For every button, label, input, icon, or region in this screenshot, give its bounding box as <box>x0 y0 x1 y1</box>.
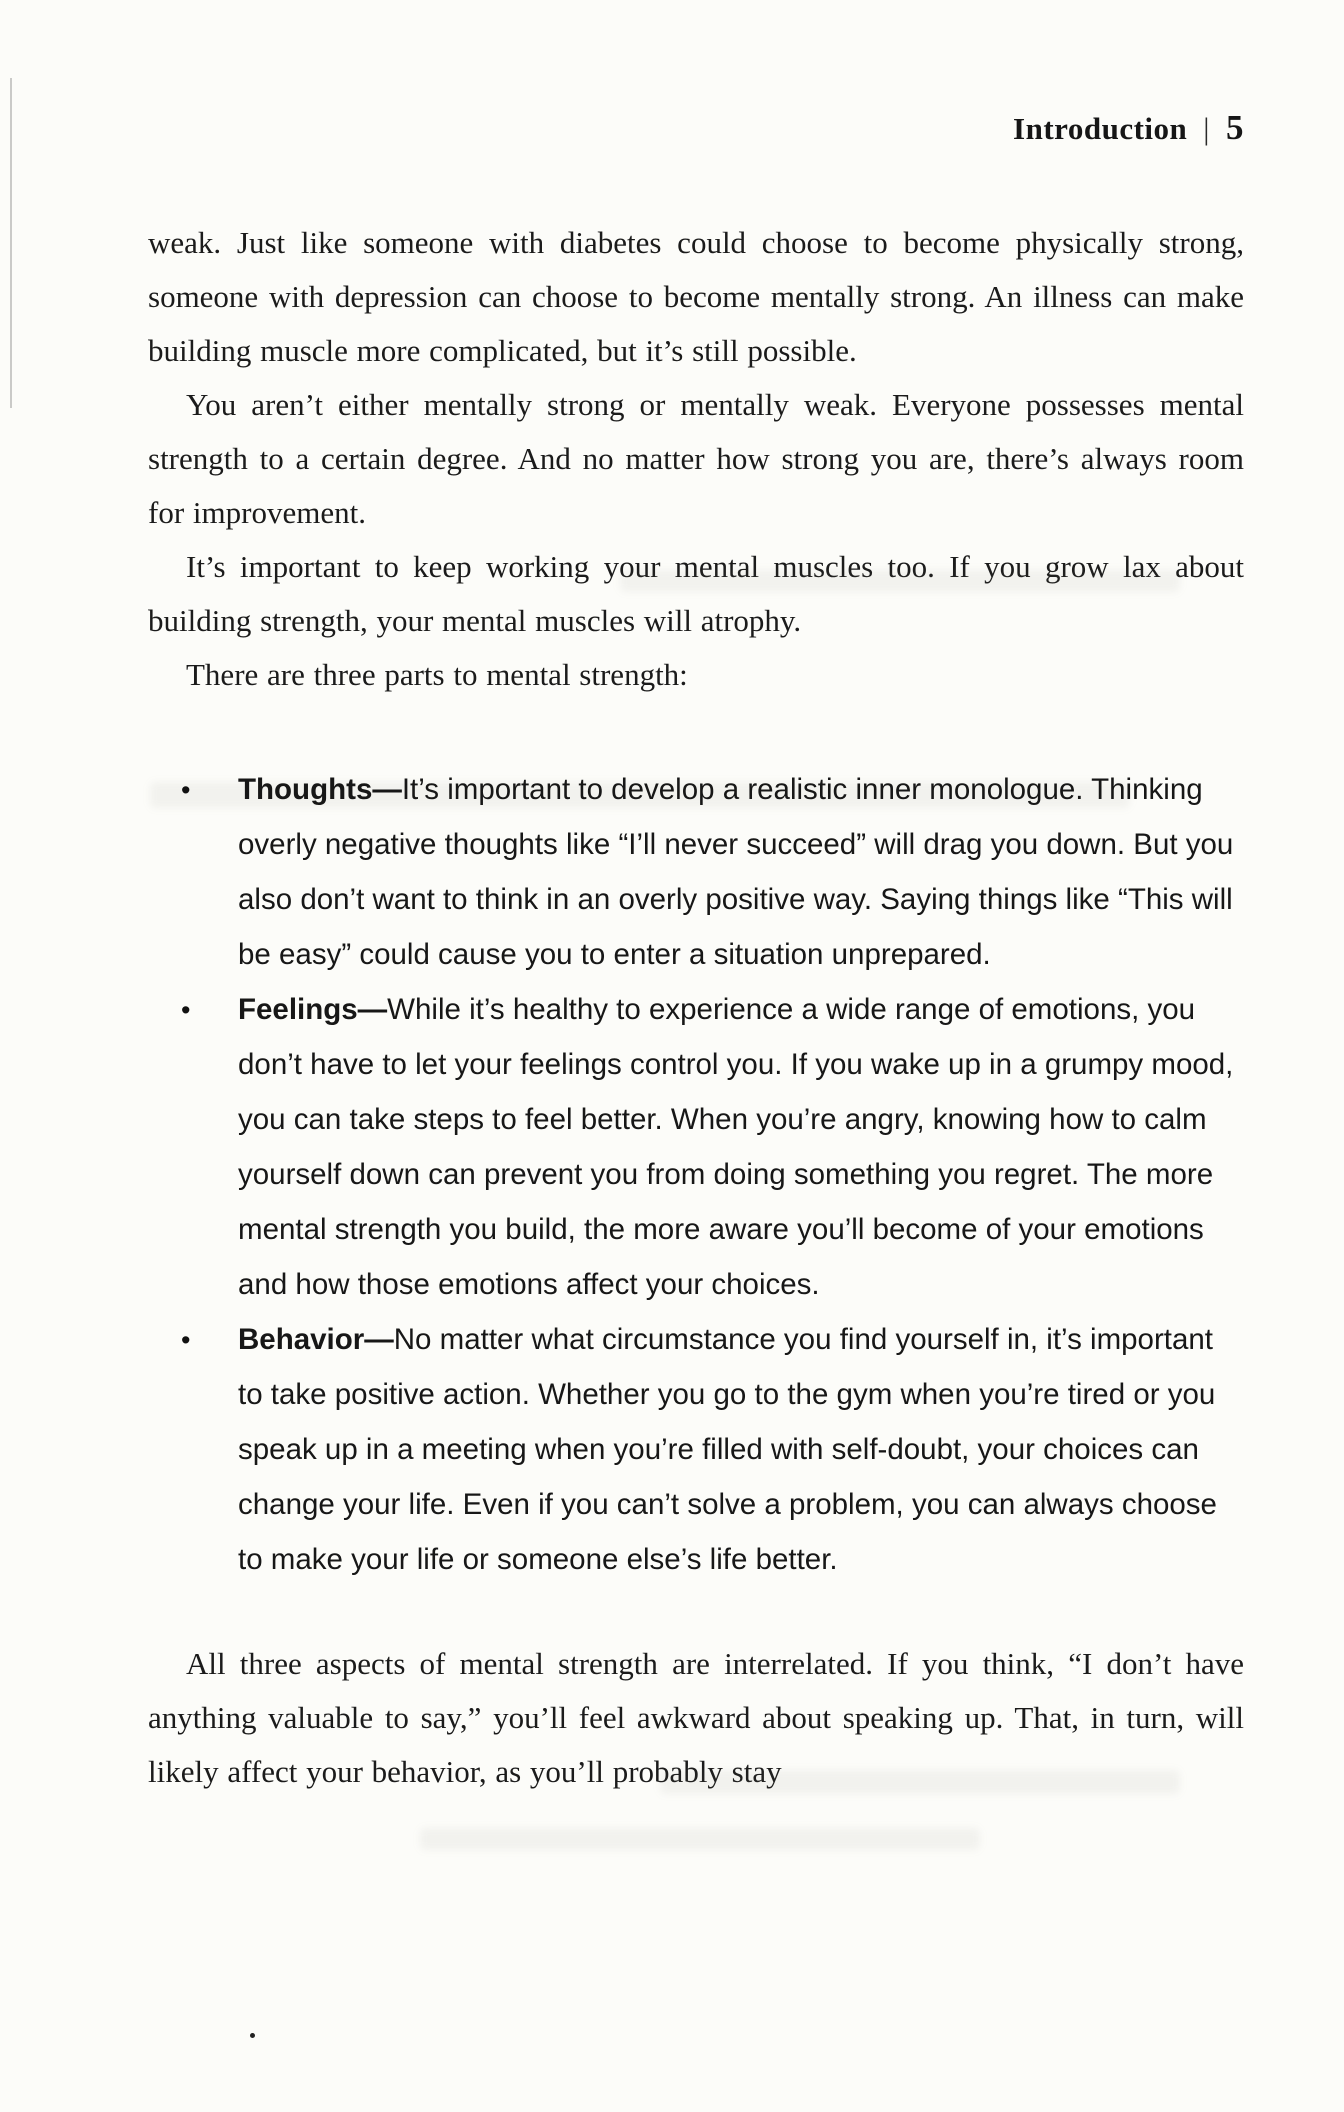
list-item-behavior <box>181 1312 1238 1587</box>
list-item-feelings <box>181 982 1238 1312</box>
paragraph-list-intro: There are three parts to mental strength: <box>186 657 688 692</box>
bullet-icon: • <box>181 775 191 805</box>
page-number: 5 <box>1226 108 1244 147</box>
bullet-list <box>148 762 1244 1587</box>
bullet-icon: • <box>181 995 191 1025</box>
bullet-icon: • <box>181 1325 191 1355</box>
scan-speck-artifact <box>250 2033 255 2038</box>
paragraph-continuation: weak. Just like someone with diabetes could choose to become physically strong, someone with depression can choose to become mentally strong. An illness can make building muscle more complicated, but it’s still possible. <box>148 225 1244 368</box>
bullet-text: It’s important to develop a realistic inner monologue. Thinking overly negative thoughts like “I’ll never succeed” will drag you down. But you also don’t want to think in an overly positive way. Saying things like “This will be easy” could cause you to enter a situation unprepared. <box>238 773 1234 971</box>
page-header <box>148 108 1244 148</box>
chapter-title: Introduction <box>1013 111 1188 146</box>
bullet-lead: Behavior— <box>238 1323 394 1356</box>
paragraph: It’s important to keep working your mental muscles too. If you grow lax about building strength, your mental muscles will atrophy. <box>148 549 1244 638</box>
scan-edge-artifact <box>10 78 12 408</box>
bullet-text: While it’s healthy to experience a wide range of emotions, you don’t have to let your feelings control you. If you wake up in a grumpy mood, you can take steps to feel better. When you’re angry, knowing how to calm yourself down can prevent you from doing something you regret. The more mental strength you build, the more aware you’ll become of your emotions and how those emotions affect your choices. <box>238 993 1234 1301</box>
paragraph: You aren’t either mentally strong or mentally weak. Everyone possesses mental strength to a certain degree. And no matter how strong you are, there’s always room for improvement. <box>148 387 1244 530</box>
scan-ghost-artifact <box>420 1828 980 1850</box>
bullet-text: No matter what circumstance you find yourself in, it’s important to take positive action. Whether you go to the gym when you’re tired or you speak up in a meeting when you’re filled with self-doubt, your choices can change your life. Even if you can’t solve a problem, you can always choose to make your life or someone else’s life better. <box>238 1323 1217 1576</box>
page-body <box>148 216 1244 1799</box>
bullet-lead: Thoughts— <box>238 773 402 806</box>
header-separator: | <box>1203 111 1210 146</box>
paragraph-closing: All three aspects of mental strength are interrelated. If you think, “I don’t have anything valuable to say,” you’ll feel awkward about speaking up. That, in turn, will likely affect your behavior, as you’ll probably stay <box>148 1646 1244 1789</box>
list-item-thoughts <box>181 762 1238 982</box>
bullet-lead: Feelings— <box>238 993 388 1026</box>
